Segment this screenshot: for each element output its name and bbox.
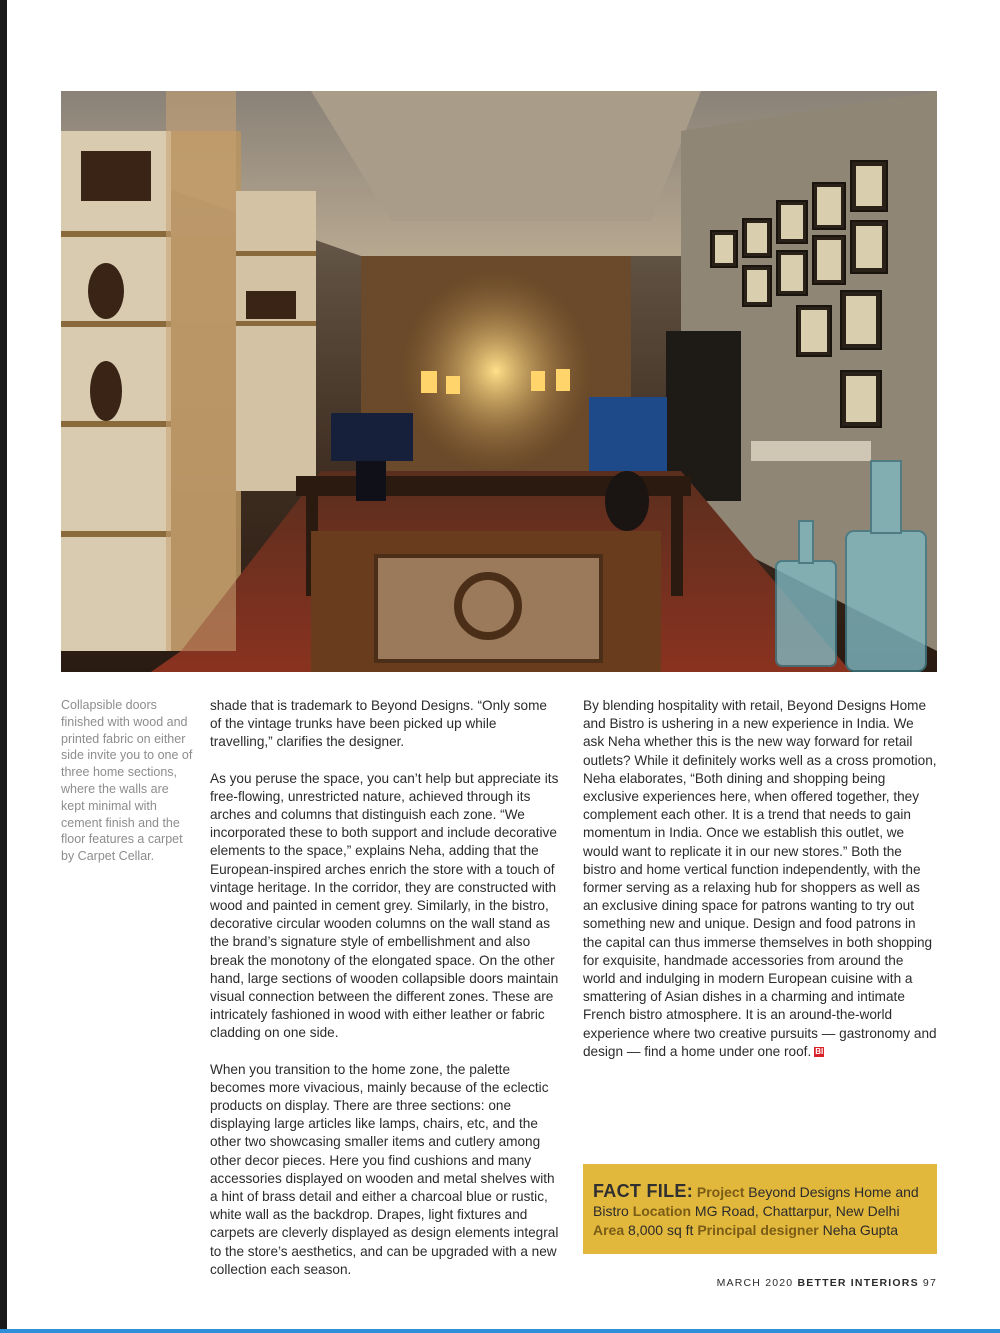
body-paragraph <box>583 697 937 1061</box>
body-paragraph: As you peruse the space, you can’t help but appreciate its free-flowing, unrestricted nature, achieved through its arches and columns that distinguish each zone. “We incorporated these to both support and include decorative elements to the space,” explains Neha, adding that the European-inspired arches enrich the store with a touch of vintage heritage. In the corridor, they are constructed with wood and painted in cement grey. Similarly, in the bistro, decorative circular wooden columns on the wall stand as the brand’s signature style of embellishment and also break the monotony of the elongated space. On the other hand, large sections of wooden collapsible doors maintain visual connection between the different zones. These are intricately fashioned in wood with either leather or fabric cladding on one side. <box>210 770 559 1041</box>
body-paragraph-text: By blending hospitality with retail, Beyond Designs Home and Bistro is ushering in a new experience in India. We ask Neha whether this is the new way forward for retail outlets? While it definitely works well as a cross promotion, Neha elaborates, “Both dining and shopping being exclusive experiences here, when offered together, they complement each other. It is a trend that needs to gain momentum in India. Once we establish this outlet, we would want to replicate it in our new stores.” Both the bistro and home vertical function independently, with the former serving as a relaxing hub for shoppers as well as an exclusive dining space for patrons wanting to try out something new and unique. Design and food patrons in the capital can thus immerse themselves in both shopping for exquisite, handmade accessories from around the world and indulging in modern European cuisine with a smattering of Asian dishes in a charming and intimate French bistro atmosphere. It is an around-the-world experience where two creative pursuits — gastronomy and design — find a home under one roof. <box>583 698 937 1059</box>
fact-value-project: Beyond Designs Home and Bistro <box>593 1184 919 1219</box>
interior-photo <box>61 91 937 672</box>
fact-value-designer: Neha Gupta <box>822 1222 899 1238</box>
footer-issue: MARCH 2020 <box>716 1277 794 1289</box>
fact-value-area: 8,000 sq ft <box>628 1222 694 1238</box>
footer-publication: BETTER INTERIORS <box>797 1277 919 1289</box>
body-paragraph: When you transition to the home zone, the palette becomes more vivacious, mainly because of the eclectic products on display. There are three sections: one displaying large articles like lamps, chairs, etc, and the other two showcasing smaller items and cutlery among other decor pieces. Here you find cushions and many accessories displayed on wooden and metal shelves with a hint of brass detail and either a charcoal blue or rustic, white wall as the backdrop. Drapes, light fixtures and carpets are cleverly displayed as design elements integral to the store’s aesthetics, and can be upgraded with a new collection each season. <box>210 1061 559 1277</box>
article-end-icon: BI <box>815 1047 824 1057</box>
body-column-middle <box>210 697 562 1297</box>
fact-label-designer: Principal designer <box>697 1222 819 1238</box>
fact-value-location: MG Road, Chattarpur, New Delhi <box>694 1203 900 1219</box>
page-footer <box>717 1277 937 1289</box>
page-number: 97 <box>922 1277 937 1289</box>
body-paragraph: shade that is trademark to Beyond Designs. “Only some of the vintage trunks have been picked up while travelling,” clarifies the designer. <box>210 698 547 750</box>
fact-file-box <box>583 1164 937 1254</box>
bottom-accent-bar <box>0 1329 1000 1333</box>
fact-label-area: Area <box>593 1222 625 1238</box>
body-column-right <box>583 697 937 1079</box>
page-edge-bar <box>0 0 7 1333</box>
fact-label-location: Location <box>632 1203 692 1219</box>
fact-label-project: Project <box>696 1184 745 1200</box>
fact-file-title: FACT FILE: <box>593 1181 693 1201</box>
photo-caption: Collapsible doors finished with wood and printed fabric on either side invite you to one of three home sections, where the walls are kept minimal with cement finish and the floor features a carpet by Carpet Cellar. <box>61 698 193 864</box>
